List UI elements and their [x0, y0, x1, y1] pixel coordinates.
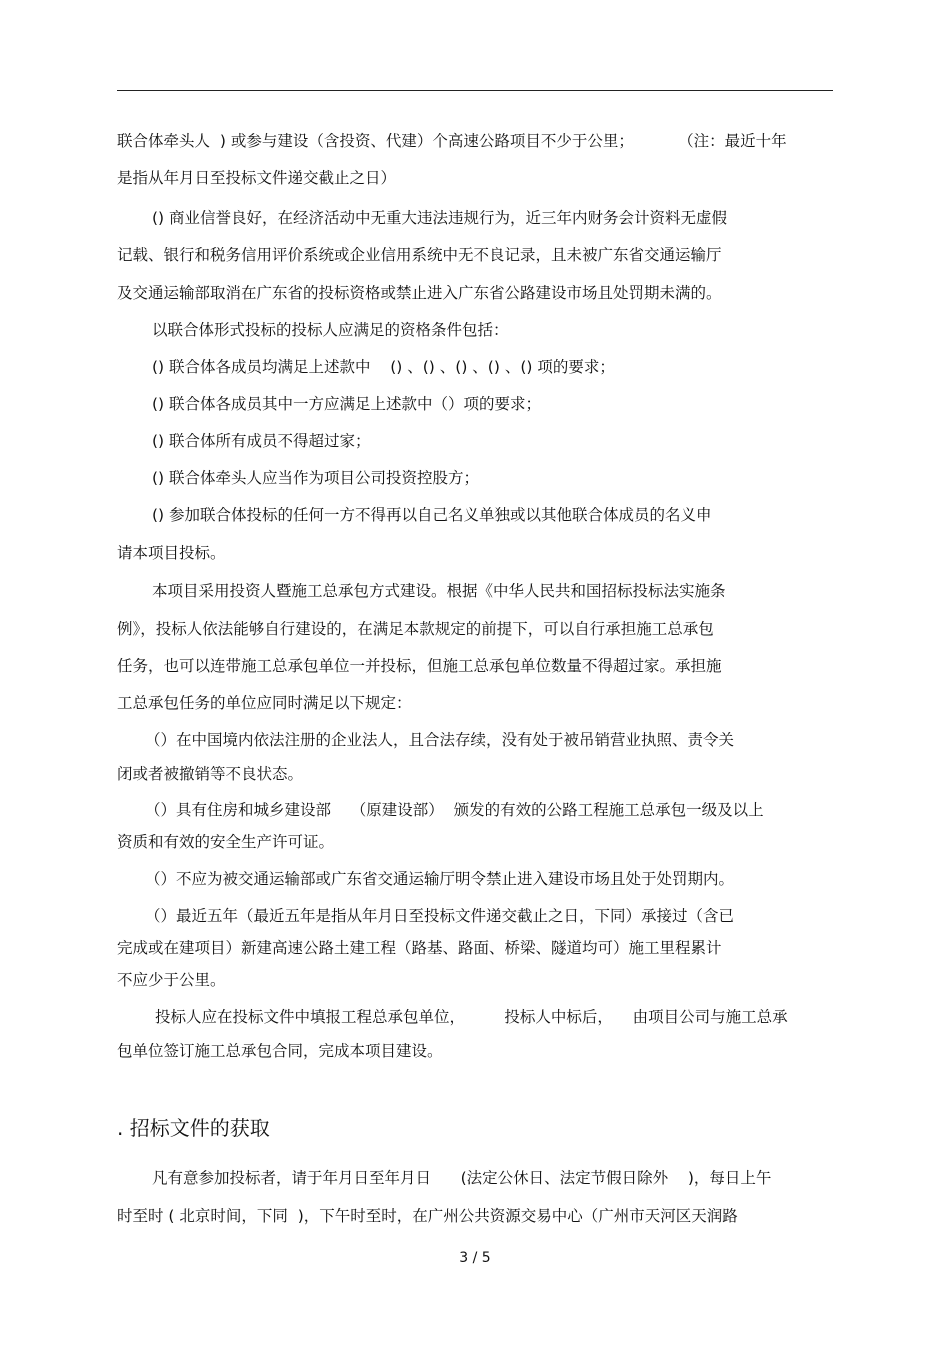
text-line: () 联合体各成员其中一方应满足上述款中（）项的要求；: [152, 395, 542, 413]
text-line: 记载、银行和税务信用评价系统或企业信用系统中无不良记录，且未被广东省交通运输厅: [117, 246, 722, 264]
text-line: () 联合体牵头人应当作为项目公司投资控股方；: [152, 469, 480, 487]
text-line: () 联合体各成员均满足上述款中 () 、() 、() 、() 、() 项的要求；: [152, 358, 615, 376]
text-line: () 商业信誉良好，在经济活动中无重大违法违规行为，近三年内财务会计资料无虚假: [152, 209, 728, 227]
text-line: 工总承包任务的单位应同时满足以下规定：: [117, 694, 412, 712]
text-line: () 参加联合体投标的任何一方不得再以自己名义单独或以其他联合体成员的名义申: [152, 506, 712, 524]
text-line: 完成或在建项目）新建高速公路土建工程（路基、路面、桥梁、隧道均可）施工里程累计: [117, 939, 722, 957]
text-line: 资质和有效的安全生产许可证。: [117, 833, 335, 851]
text-line: 时至时 ( 北京时间，下同 )，下午时至时，在广州公共资源交易中心（广州市天河区天润路: [117, 1207, 738, 1225]
text-line: （）不应为被交通运输部或广东省交通运输厅明令禁止进入建设市场且处于处罚期内。: [145, 870, 735, 888]
text-line: 闭或者被撤销等不良状态。: [117, 765, 304, 783]
text-line: () 联合体所有成员不得超过家；: [152, 432, 371, 450]
text-line: 是指从年月日至投标文件递交截止之日）: [117, 169, 397, 187]
text-line: 不应少于公里。: [117, 971, 226, 989]
text-line: 投标人应在投标文件中填报工程总承包单位， 投标人中标后， 由项目公司与施工总承: [155, 1008, 788, 1026]
text-line: 包单位签订施工总承包合同，完成本项目建设。: [117, 1042, 443, 1060]
text-line: 任务，也可以连带施工总承包单位一并投标，但施工总承包单位数量不得超过家。承担施: [117, 657, 722, 675]
text-line: 凡有意参加投标者，请于年月日至年月日 (法定公休日、法定节假日除外 )，每日上午: [152, 1169, 772, 1187]
section-heading: . 招标文件的获取: [117, 1116, 270, 1140]
text-line: 本项目采用投资人暨施工总承包方式建设。根据《中华人民共和国招标投标法实施条: [152, 582, 726, 600]
page-number: 3 / 5: [459, 1250, 491, 1266]
text-line: （）在中国境内依法注册的企业法人，且合法存续，没有处于被吊销营业执照、责令关: [145, 731, 735, 749]
text-line: 以联合体形式投标的投标人应满足的资格条件包括：: [152, 321, 509, 339]
text-line: 及交通运输部取消在广东省的投标资格或禁止进入广东省公路建设市场且处罚期未满的。: [117, 284, 722, 302]
text-line: （）最近五年（最近五年是指从年月日至投标文件递交截止之日，下同）承接过（含已: [145, 907, 735, 925]
text-line: （）具有住房和城乡建设部 （原建设部） 颁发的有效的公路工程施工总承包一级及以上: [145, 801, 764, 819]
text-line: 例》，投标人依法能够自行建设的，在满足本款规定的前提下，可以自行承担施工总承包: [117, 620, 714, 638]
text-line: 请本项目投标。: [117, 544, 226, 562]
header-rule: [117, 90, 833, 91]
text-line: 联合体牵头人 ) 或参与建设（含投资、代建）个高速公路项目不少于公里； （注：最近十年: [117, 132, 787, 150]
